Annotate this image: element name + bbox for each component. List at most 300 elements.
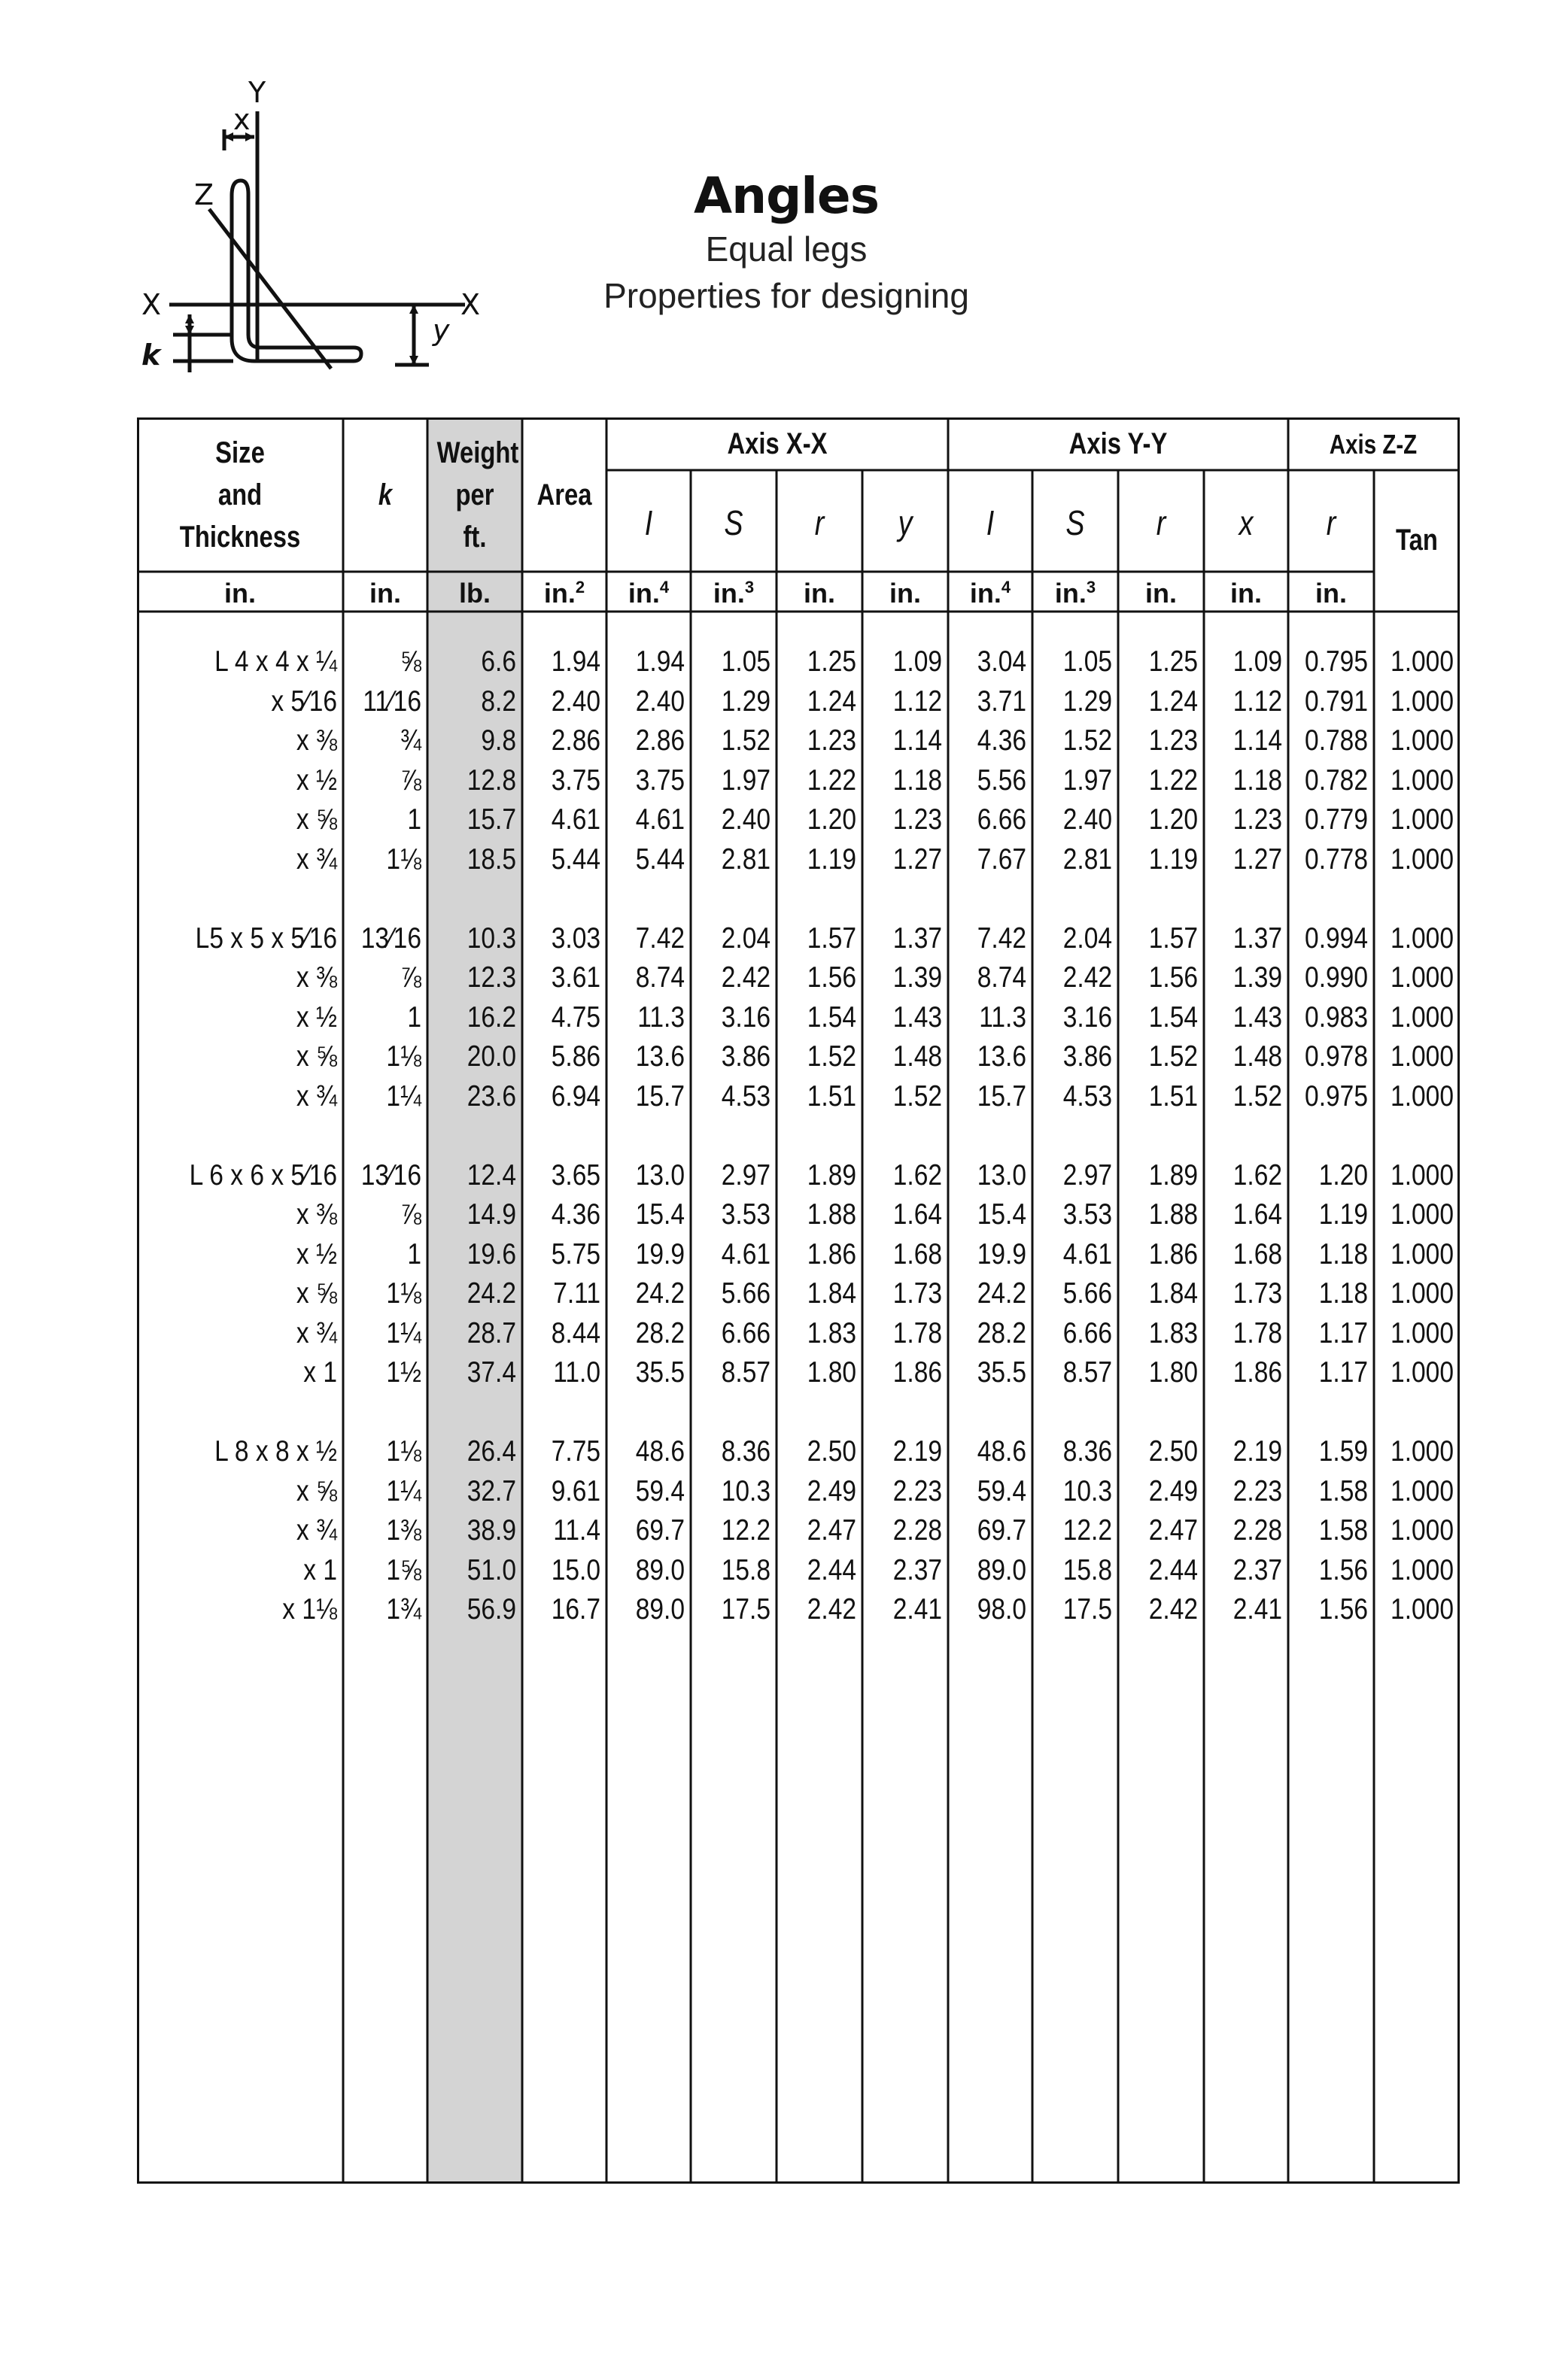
table-cell: 1.23 [807,724,856,757]
table-cell: 1.54 [1148,1000,1198,1034]
table-cell: 19.9 [635,1237,685,1270]
table-cell: ⅝ [400,645,421,678]
table-cell: 2.40 [721,803,770,836]
header-weight-line2: per [455,478,494,512]
table-cell: 1.000 [1391,1474,1454,1507]
table-cell: 1.73 [1232,1277,1282,1310]
table-cell: 3.65 [551,1158,600,1192]
table-cell: 1.17 [1318,1356,1368,1389]
header-tan: Tan [1396,524,1438,557]
table-cell: 12.4 [467,1158,516,1192]
table-cell: 1.000 [1391,1277,1454,1310]
header-xx-r: r [814,503,825,542]
table-cell: 5.56 [977,763,1026,797]
table-cell: 89.0 [977,1553,1026,1586]
diagram-label-y-top: Y [248,76,266,109]
table-cell: 2.81 [1062,842,1112,876]
table-cell: 8.36 [1062,1435,1112,1468]
table-cell: 7.67 [977,842,1026,876]
table-cell: 1.97 [721,763,770,797]
table-cell: 7.75 [551,1435,600,1468]
table-cell: 2.50 [1148,1435,1198,1468]
table-cell: 24.2 [977,1277,1026,1310]
table-cell: 8.36 [721,1435,770,1468]
table-cell: 3.86 [721,1040,770,1073]
header-axis-yy: Axis Y-Y [1068,427,1168,460]
table-cell: 8.74 [635,961,685,994]
table-cell: 1.64 [1232,1198,1282,1231]
size-cell: x ⅜ [296,1198,337,1231]
table-cell: 0.975 [1305,1079,1368,1113]
table-cell: 4.61 [635,803,685,836]
table-cell: 1.86 [892,1356,942,1389]
table-cell: 1¼ [386,1474,421,1507]
table-cell: 12.3 [467,961,516,994]
table-cell: 2.44 [807,1553,856,1586]
table-cell: 1.83 [1148,1316,1198,1349]
table-cell: 1.52 [1062,724,1112,757]
table-cell: 32.7 [467,1474,516,1507]
table-cell: 1.97 [1062,763,1112,797]
unit-cell: in. [369,578,401,609]
table-cell: 12.8 [467,763,516,797]
unit-cell: in.$^3$ [1054,578,1096,609]
table-cell: 0.791 [1305,685,1368,718]
table-cell: 1.88 [1148,1198,1198,1231]
table-cell: 11⁄16 [363,685,421,718]
table-cell: 1.000 [1391,803,1454,836]
table-cell: 28.2 [635,1316,685,1349]
table-cell: 1 [407,1237,421,1270]
header-zz-r: r [1326,503,1336,542]
table-cell: 2.49 [807,1474,856,1507]
table-cell: 1.000 [1391,1040,1454,1073]
table-cell: 1.56 [1318,1593,1368,1626]
table-cell: 1.68 [892,1237,942,1270]
table-cell: 3.03 [551,921,600,955]
table-cell: 1.29 [1062,685,1112,718]
table-cell: 1.14 [1232,724,1282,757]
table-cell: 1.68 [1232,1237,1282,1270]
table-cell: 1.62 [1232,1158,1282,1192]
size-cell: x ¾ [296,1079,337,1113]
header-xx-s: S [724,503,743,542]
table-cell: 1.18 [1232,763,1282,797]
table-cell: 2.19 [892,1435,942,1468]
table-cell: 89.0 [635,1553,685,1586]
table-cell: 1.18 [1318,1237,1368,1270]
header-weight-line1: Weight [436,436,519,469]
table-cell: 6.6 [481,645,516,678]
size-cell: x ½ [296,763,337,797]
size-cell: x ½ [296,1237,337,1270]
table-cell: 17.5 [1062,1593,1112,1626]
size-cell: x ⅝ [296,1474,337,1507]
table-cell: 12.2 [721,1514,770,1547]
table-cell: 11.4 [553,1514,600,1547]
table-cell: 1.56 [1148,961,1198,994]
unit-cell: in.$^3$ [713,578,755,609]
table-cell: 1.83 [807,1316,856,1349]
table-cell: 15.8 [1062,1553,1112,1586]
unit-cell: in. [889,578,921,609]
table-cell: 1.54 [807,1000,856,1034]
unit-cell: in. [224,578,256,609]
table-cell: 8.57 [1062,1356,1112,1389]
table-cell: 2.37 [892,1553,942,1586]
table-cell: 1.86 [1232,1356,1282,1389]
table-cell: 1.000 [1391,1514,1454,1547]
table-cell: 3.16 [721,1000,770,1034]
table-cell: 1.73 [892,1277,942,1310]
table-cell: 1 [407,803,421,836]
table-cell: 1.39 [892,961,942,994]
table-cell: 0.983 [1305,1000,1368,1034]
table-cell: 8.2 [481,685,516,718]
table-cell: 2.49 [1148,1474,1198,1507]
table-cell: 3.61 [551,961,600,994]
table-cell: 1.86 [807,1237,856,1270]
table-cell: 1¾ [386,1593,421,1626]
table-cell: 1.20 [1148,803,1198,836]
table-cell: 1.000 [1391,1356,1454,1389]
table-cell: 1.78 [1232,1316,1282,1349]
table-cell: 2.42 [807,1593,856,1626]
table-cell: 1.25 [1148,645,1198,678]
size-cell: x ⅝ [296,803,337,836]
unit-cell: in.$^4$ [628,578,670,609]
header-yy-x: x [1239,503,1254,542]
header-size-line2: and [217,478,263,512]
table-cell: 1.56 [807,961,856,994]
table-cell: 4.53 [1062,1079,1112,1113]
table-cell: 1.12 [892,685,942,718]
table-cell: 13.0 [635,1158,685,1192]
table-cell: 1¼ [386,1316,421,1349]
table-cell: 1.18 [1318,1277,1368,1310]
diagram-label-x-right: X [460,288,481,321]
table-cell: 1.000 [1391,1593,1454,1626]
table-cell: 1⅜ [386,1514,421,1547]
size-cell: x 5⁄16 [271,685,337,718]
unit-cell: in.$^4$ [969,578,1011,609]
table-cell: 1.20 [807,803,856,836]
size-cell: L5 x 5 x 5⁄16 [195,921,337,955]
header-yy-s: S [1065,503,1085,542]
table-cell: 1.39 [1232,961,1282,994]
table-cell: 1.78 [892,1316,942,1349]
table-cell: 2.97 [721,1158,770,1192]
table-cell: 2.47 [1148,1514,1198,1547]
table-cell: 1.000 [1391,1316,1454,1349]
table-cell: 89.0 [635,1593,685,1626]
table-cell: 48.6 [635,1435,685,1468]
table-cell: 6.66 [721,1316,770,1349]
table-cell: 1.24 [1148,685,1198,718]
table-cell: 1.52 [892,1079,942,1113]
table-cell: 11.3 [637,1000,685,1034]
table-cell: 15.7 [467,803,516,836]
table-cell: 51.0 [467,1553,516,1586]
table-cell: 5.44 [635,842,685,876]
diagram-label-x-small: x [233,103,251,136]
table-cell: 1.27 [1232,842,1282,876]
table-cell: 0.994 [1305,921,1368,955]
size-cell: x ½ [296,1000,337,1034]
table-cell: ⅞ [400,1198,421,1231]
table-cell: 3.04 [977,645,1026,678]
table-cell: 1.000 [1391,763,1454,797]
subtitle-properties: Properties for designing [603,276,969,315]
header-axis-zz: Axis Z-Z [1329,429,1418,460]
table-cell: 59.4 [977,1474,1026,1507]
unit-cell: in. [1145,578,1177,609]
table-cell: 1.62 [892,1158,942,1192]
table-cell: 13⁄16 [360,921,421,955]
table-cell: 5.44 [551,842,600,876]
table-cell: 6.66 [1062,1316,1112,1349]
table-cell: 10.3 [721,1474,770,1507]
size-cell: x ⅝ [296,1277,337,1310]
table-cell: ⅞ [400,763,421,797]
table-cell: 23.6 [467,1079,516,1113]
table-cell: 11.3 [979,1000,1026,1034]
table-cell: 1.58 [1318,1514,1368,1547]
table-cell: 0.978 [1305,1040,1368,1073]
table-cell: 1.23 [1148,724,1198,757]
table-cell: 2.04 [1062,921,1112,955]
table-cell: 0.795 [1305,645,1368,678]
table-cell: 24.2 [467,1277,516,1310]
table-cell: 1.43 [1232,1000,1282,1034]
table-cell: 1.000 [1391,645,1454,678]
table-cell: 59.4 [635,1474,685,1507]
table-cell: 2.41 [1232,1593,1282,1626]
table-cell: 13⁄16 [360,1158,421,1192]
table-cell: 0.990 [1305,961,1368,994]
table-cell: 2.28 [1232,1514,1282,1547]
table-cell: 4.36 [977,724,1026,757]
size-cell: x ¾ [296,842,337,876]
table-cell: 13.6 [977,1040,1026,1073]
table-cell: 19.9 [977,1237,1026,1270]
table-cell: 1.18 [892,763,942,797]
table-cell: 3.71 [977,685,1026,718]
table-cell: 1.86 [1148,1237,1198,1270]
table-cell: 0.782 [1305,763,1368,797]
header-axis-xx: Axis X-X [727,427,828,460]
table-cell: 69.7 [977,1514,1026,1547]
header-size-line3: Thickness [179,521,301,554]
table-cell: 15.4 [635,1198,685,1231]
table-cell: 38.9 [467,1514,516,1547]
table-cell: 1.000 [1391,842,1454,876]
table-cell: 98.0 [977,1593,1026,1626]
unit-cell: in. [804,578,835,609]
table-cell: 12.2 [1062,1514,1112,1547]
table-cell: 3.86 [1062,1040,1112,1073]
table-cell: 1.94 [551,645,600,678]
table-cell: 18.5 [467,842,516,876]
table-cell: 1.000 [1391,724,1454,757]
diagram-label-x-left: X [141,288,162,321]
table-cell: 1.20 [1318,1158,1368,1192]
table-cell: 2.97 [1062,1158,1112,1192]
size-cell: x 1⅛ [282,1593,337,1626]
table-cell: 1.000 [1391,1158,1454,1192]
header-area: Area [536,478,592,512]
table-cell: 1.52 [1232,1079,1282,1113]
table-cell: 1.09 [1232,645,1282,678]
table-cell: 2.28 [892,1514,942,1547]
table-cell: 1.51 [807,1079,856,1113]
table-cell: 7.42 [635,921,685,955]
table-cell: 0.788 [1305,724,1368,757]
table-cell: 2.47 [807,1514,856,1547]
table-cell: 16.2 [467,1000,516,1034]
table-cell: 1.000 [1391,1000,1454,1034]
size-cell: x 1 [303,1553,337,1586]
table-cell: 1.94 [635,645,685,678]
table-cell: 1.88 [807,1198,856,1231]
table-cell: 20.0 [467,1040,516,1073]
table-cell: 2.42 [1062,961,1112,994]
table-cell: 1.29 [721,685,770,718]
table-cell: 2.19 [1232,1435,1282,1468]
table-cell: 1 [407,1000,421,1034]
table-cell: 2.50 [807,1435,856,1468]
header-xx-y: y [898,503,913,542]
table-cell: 5.66 [721,1277,770,1310]
table-cell: 3.75 [551,763,600,797]
unit-cell: lb. [459,578,491,609]
table-cell: 1.59 [1318,1435,1368,1468]
header-weight-line3: ft. [463,521,487,554]
size-cell: x 1 [303,1356,337,1389]
table-cell: 1¼ [386,1079,421,1113]
size-cell: x ¾ [296,1316,337,1349]
table-cell: 1⅛ [386,1040,421,1073]
table-cell: 2.23 [892,1474,942,1507]
table-cell: 1.57 [1148,921,1198,955]
table-cell: 2.40 [551,685,600,718]
table-cell: 1.89 [807,1158,856,1192]
table-cell: 56.9 [467,1593,516,1626]
table-cell: 24.2 [635,1277,685,1310]
table-cell: 1.23 [1232,803,1282,836]
table-cell: 1⅝ [386,1553,421,1586]
table-cell: 1.05 [1062,645,1112,678]
table-cell: 1.22 [1148,763,1198,797]
table-cell: 2.23 [1232,1474,1282,1507]
table-cell: 15.8 [721,1553,770,1586]
table-cell: 1.52 [721,724,770,757]
table-cell: 26.4 [467,1435,516,1468]
table-cell: 8.74 [977,961,1026,994]
table-cell: 1⅛ [386,1435,421,1468]
table-cell: 1.57 [807,921,856,955]
table-cell: 4.75 [551,1000,600,1034]
diagram-label-z: Z [194,178,214,211]
table-cell: 7.11 [553,1277,600,1310]
diagram-label-k: k [141,338,161,372]
table-cell: ¾ [400,724,421,757]
table-cell: 8.44 [551,1316,600,1349]
table-cell: 35.5 [635,1356,685,1389]
table-cell: 1.80 [1148,1356,1198,1389]
table-cell: 10.3 [467,921,516,955]
table-cell: 1.19 [1318,1198,1368,1231]
size-cell: x ¾ [296,1514,337,1547]
table-cell: 1.37 [1232,921,1282,955]
header-k: k [378,478,393,512]
table-cell: 5.75 [551,1237,600,1270]
table-cell: 1.43 [892,1000,942,1034]
table-cell: 4.53 [721,1079,770,1113]
table-cell: 9.8 [481,724,516,757]
unit-cell: in. [1230,578,1262,609]
table-cell: ⅞ [400,961,421,994]
title-block [527,167,1046,319]
table-cell: 1.19 [1148,842,1198,876]
table-cell: 2.40 [635,685,685,718]
table-cell: 2.41 [892,1593,942,1626]
page-title: Angles [694,167,879,225]
table-cell: 1.12 [1232,685,1282,718]
table-cell: 15.4 [977,1198,1026,1231]
unit-cell: in. [1315,578,1347,609]
table-cell: 28.2 [977,1316,1026,1349]
table-cell: 4.61 [721,1237,770,1270]
table-cell: 1.000 [1391,921,1454,955]
unit-cell: in.$^2$ [543,578,585,609]
table-cell: 1.000 [1391,1198,1454,1231]
diagram-label-y-dim: y [433,314,450,347]
table-cell: 14.9 [467,1198,516,1231]
header-yy-i: I [986,503,995,542]
table-cell: 1.48 [892,1040,942,1073]
table-cell: 1½ [386,1356,421,1389]
table-cell: 1.19 [807,842,856,876]
header-xx-i: I [644,503,653,542]
table-cell: 1.58 [1318,1474,1368,1507]
header-yy-r: r [1156,503,1166,542]
table-cell: 1.09 [892,645,942,678]
table-cell: 15.0 [551,1553,600,1586]
table-cell: 5.86 [551,1040,600,1073]
table-cell: 8.57 [721,1356,770,1389]
subtitle-equal-legs: Equal legs [705,229,868,269]
table-cell: 1.64 [892,1198,942,1231]
size-cell: x ⅜ [296,961,337,994]
table-cell: 1.52 [807,1040,856,1073]
table-cell: 1.84 [1148,1277,1198,1310]
table-cell: 69.7 [635,1514,685,1547]
table-cell: 1.37 [892,921,942,955]
table-cell: 1⅛ [386,842,421,876]
table-cell: 1.14 [892,724,942,757]
table-cell: 0.779 [1305,803,1368,836]
table-cell: 4.61 [551,803,600,836]
table-cell: 3.53 [1062,1198,1112,1231]
table-cell: 7.42 [977,921,1026,955]
table-cell: 15.7 [635,1079,685,1113]
table-cell: 1.48 [1232,1040,1282,1073]
table-cell: 2.04 [721,921,770,955]
table-cell: 2.37 [1232,1553,1282,1586]
table-cell: 1.000 [1391,961,1454,994]
table-cell: 37.4 [467,1356,516,1389]
